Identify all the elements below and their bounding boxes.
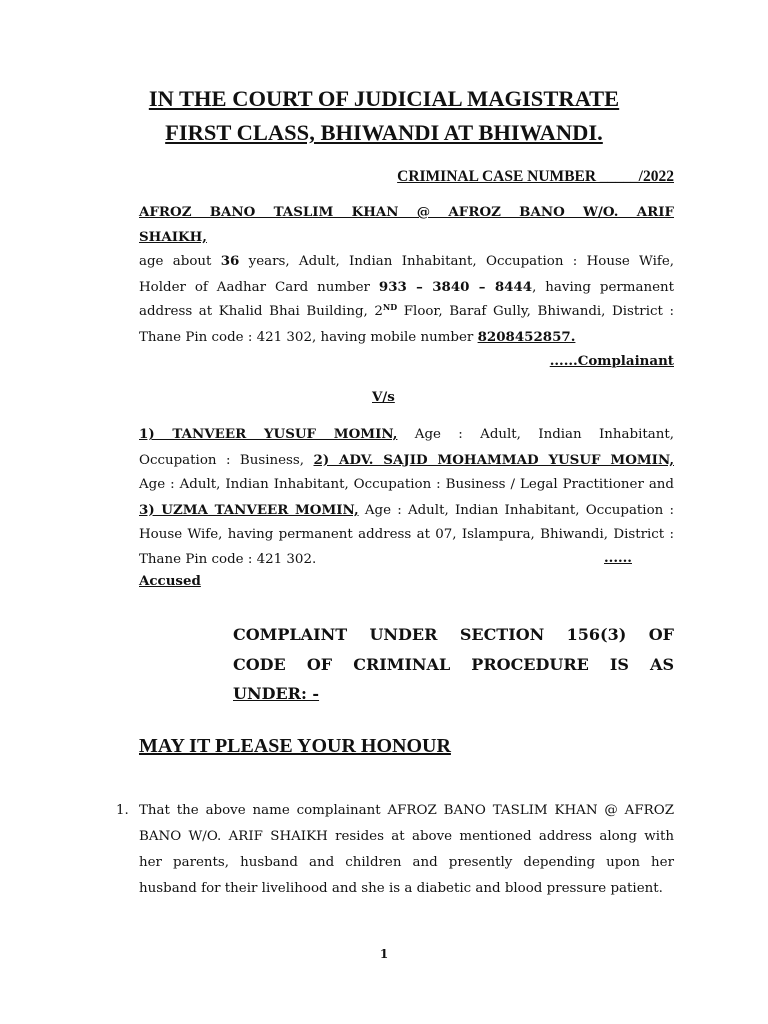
complainant-aadhar-line: Holder of Aadhar Card number 933 – 3840 – 8444, having permanent [139,278,675,295]
page-number: 1 [379,947,389,961]
accused-label: Accused [139,573,201,589]
complainant-pin-line: Thane Pin code : 421 302, having mobile number 8208452857. [139,328,576,345]
complainant-address-line: address at Khalid Bhai Building, 2ND Floor, Baraf Gully, Bhiwandi, District : [139,302,674,319]
case-number: CRIMINAL CASE NUMBER _____/2022 [397,168,674,185]
complainant-block [139,200,674,350]
court-title-line1: IN THE COURT OF JUDICIAL MAGISTRATE [148,86,620,111]
mobile-number: 8208452857. [477,328,576,345]
salutation: MAY IT PLEASE YOUR HONOUR [139,735,451,757]
accused-3-name: 3) UZMA TANVEER MOMIN, [139,501,359,518]
complaint-heading-line3: UNDER: - [233,684,320,703]
accused-line2: Occupation : Business, 2) ADV. SAJID MOHAMMAD YUSUF MOMIN, [139,451,674,468]
complainant-age-line: age about 36 years, Adult, Indian Inhabitant, Occupation : House Wife, [139,253,674,269]
versus-label: V/s [372,389,395,405]
accused-line3: Age : Adult, Indian Inhabitant, Occupation : Business / Legal Practitioner and [139,477,674,492]
accused-line5: House Wife, having permanent address at 07, Islampura, Bhiwandi, District : [139,527,674,542]
complaint-heading-line1: COMPLAINT UNDER SECTION 156(3) OF [233,625,674,644]
accused-dots: ...... [604,550,632,566]
paragraph-1-line1: That the above name complainant AFROZ BANO TASLIM KHAN @ AFROZ [139,803,674,818]
complainant-label: ......Complainant [549,353,674,369]
aadhar-number: 933 – 3840 – 8444 [378,278,533,295]
complainant-age: 36 [220,253,240,269]
paragraph-1-line2: BANO W/O. ARIF SHAIKH resides at above mentioned address along with [139,829,674,844]
paragraph-number: 1. [116,803,129,818]
paragraph-1 [139,798,674,902]
paragraph-1-line4: husband for their livelihood and she is a diabetic and blood pressure patient. [139,881,663,896]
accused-1-name: 1) TANVEER YUSUF MOMIN, [139,426,398,442]
accused-block [139,422,674,572]
complaint-heading-line2: CODE OF CRIMINAL PROCEDURE IS AS [233,654,674,674]
accused-line4: 3) UZMA TANVEER MOMIN, Age : Adult, Indian Inhabitant, Occupation : [139,501,675,518]
accused-line1: 1) TANVEER YUSUF MOMIN, Age : Adult, Indian Inhabitant, [139,426,675,442]
complainant-name-line2: SHAIKH, [139,228,207,245]
complaint-heading [233,620,674,709]
accused-line6: Thane Pin code : 421 302. [139,551,317,567]
accused-2-name: 2) ADV. SAJID MOHAMMAD YUSUF MOMIN, [313,451,674,468]
paragraph-1-line3: her parents, husband and children and presently depending upon her [139,855,674,870]
court-title-line2: FIRST CLASS, BHIWANDI AT BHIWANDI. [165,120,603,145]
complainant-name-line1: AFROZ BANO TASLIM KHAN @ AFROZ BANO W/O. ARIF [139,204,674,220]
